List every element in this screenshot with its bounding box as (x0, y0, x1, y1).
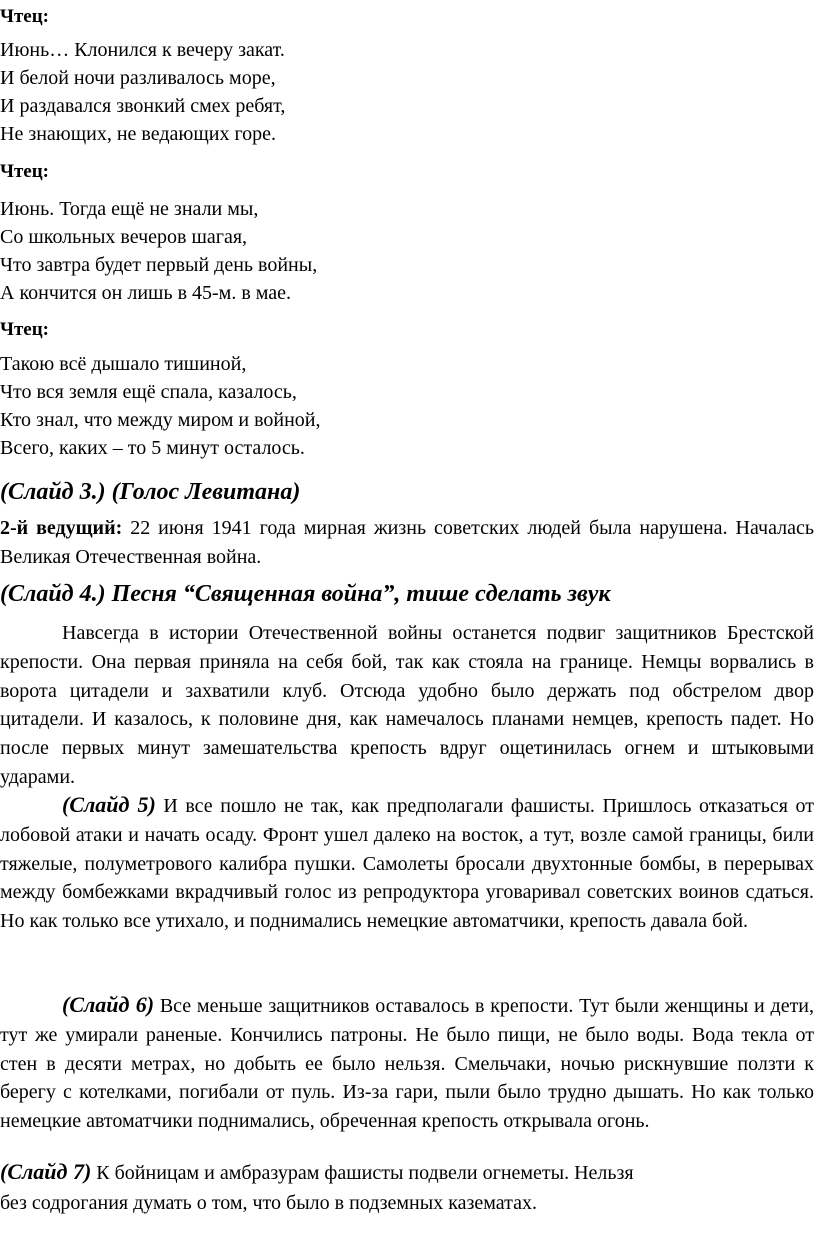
brest-paragraph: Навсегда в истории Отечественной войны останется подвиг защитников Брестской крепости. Она первая приняла на себя бой, так как стояла на границе. Немцы ворвались в ворота цитадели и захватили клуб. Отсюда удобно было держать под обстрелом двор цитадели. И казалось, к половине дня, как намечалось планами немцев, крепость падет. Но после первых минут замешательства крепость вдруг ощетинилась огнем и штыковыми ударами. (0, 622, 814, 788)
slide-7-paragraph (0, 1157, 814, 1218)
verse-line: Всего, каких – то 5 минут осталось. (0, 437, 305, 459)
slide-6-text: Все меньше защитников оставалось в крепости. Тут были женщины и дети, тут же умирали раненые. Кончились патроны. Не было пищи, не было воды. Вода текла от стен в десяти метрах, но добыть ее было нельзя. Смельчаки, ночью рискнувшие ползти к берегу с котелками, погибали от пуль. Из-за гари, пыли было трудно дышать. Но как только немецкие автоматчики поднимались, обреченная крепость открывала огонь. (0, 995, 815, 1133)
verse-line: Со школьных вечеров шагая, (0, 226, 248, 248)
verse-line: Июнь. Тогда ещё не знали мы, (0, 198, 259, 220)
slide-5-text: И все пошло не так, как предполагали фашисты. Пришлось отказаться от лобовой атаки и начать осаду. Фронт ушел далеко на восток, а тут, возле самой границы, били тяжелые, полуметрового калибра пушки. Самолеты бросали двухтонные бомбы, в перерывах между бомбежками вкрадчивый голос из репродуктора уговаривал советских воинов сдаться. Но как только все утихало, и поднимались немецкие автоматчики, крепость давала бой. (0, 795, 814, 933)
stanza-2 (0, 195, 814, 307)
verse-line: И раздавался звонкий смех ребят, (0, 95, 286, 117)
slide-5-label: (Слайд 5) (62, 792, 156, 817)
verse-line: И белой ночи разливалось море, (0, 67, 276, 89)
slide-6-label: (Слайд 6) (62, 992, 155, 1017)
verse-line: Такою всё дышало тишиной, (0, 353, 247, 375)
speaker-label: Чтец: (0, 161, 49, 182)
verse-line: Что завтра будет первый день войны, (0, 254, 318, 276)
stanza-1 (0, 36, 814, 148)
verse-line: А кончится он лишь в 45-м. в мае. (0, 282, 292, 304)
host-2-label: 2-й ведущий: (0, 517, 123, 539)
slide-7-label: (Слайд 7) (0, 1159, 92, 1184)
speaker-label: Чтец: (0, 6, 49, 27)
stanza-3 (0, 350, 814, 462)
host-2-paragraph (0, 514, 814, 572)
slide-4-heading: (Слайд 4.) Песня “Священная война”, тише сделать звук (0, 581, 611, 607)
slide-6-paragraph (0, 991, 814, 1136)
slide-3-heading: (Слайд 3.) (Голос Левитана) (0, 479, 301, 505)
verse-line: Что вся земля ещё спала, казалось, (0, 381, 297, 403)
slide-7-line-2: без содрогания думать о том, что было в подземных казематах. (0, 1192, 538, 1214)
slide-5-paragraph (0, 791, 814, 936)
slide-7-line-1: К бойницам и амбразурам фашисты подвели огнеметы. Нельзя (91, 1162, 634, 1184)
host-2-text: 22 июня 1941 года мирная жизнь советских людей была нарушена. Началась Великая Отечественная война. (0, 517, 814, 568)
speaker-label: Чтец: (0, 319, 49, 340)
verse-line: Не знающих, не ведающих горе. (0, 123, 277, 145)
verse-line: Кто знал, что между миром и войной, (0, 409, 321, 431)
verse-line: Июнь… Клонился к вечеру закат. (0, 39, 285, 61)
